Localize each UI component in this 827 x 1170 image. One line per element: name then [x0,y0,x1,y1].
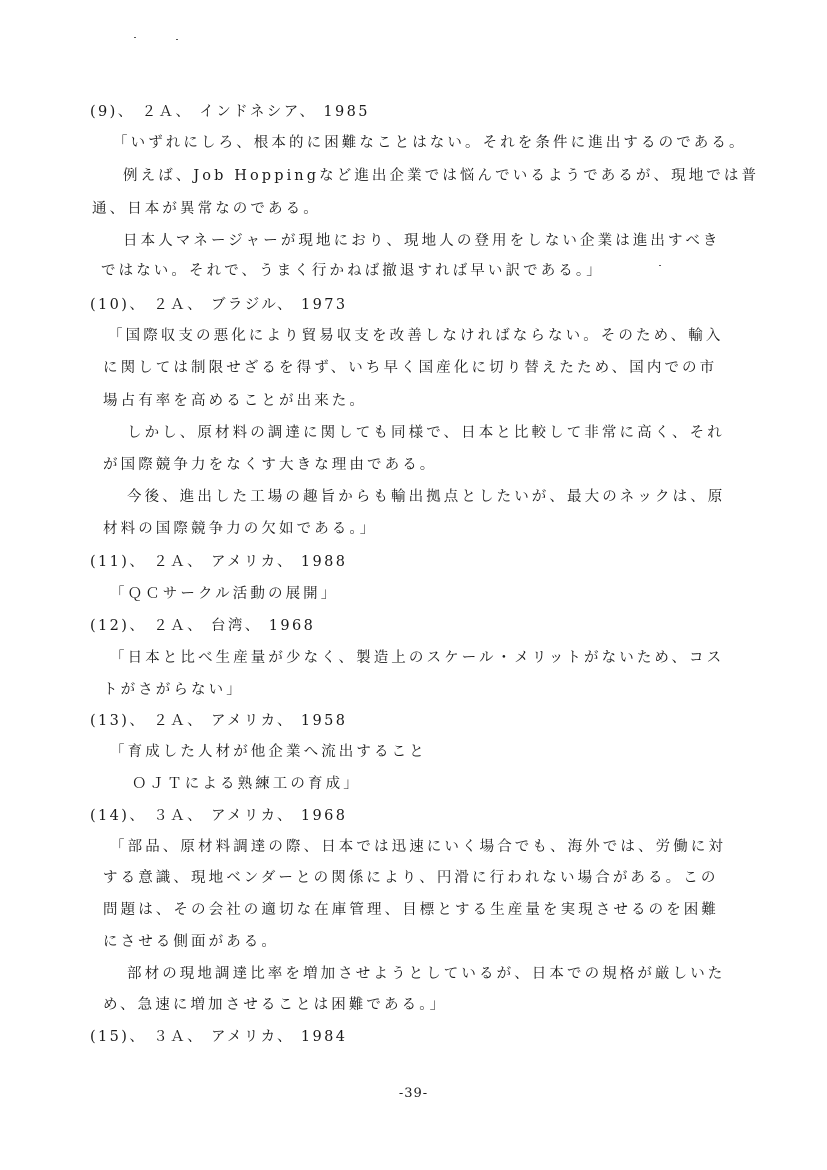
page-number: -39- [398,1086,429,1101]
entry-text-line: に関しては制限せざるを得ず、いち早く国産化に切り替えたため、国内での市 [103,360,718,376]
entry-text-line: する意識、現地ベンダーとの関係により、円滑に行われない場合がある。この [103,870,719,886]
entry-text-line: 「育成した人材が他企業へ流出すること [110,744,427,760]
entry-text-line: 日本人マネージャーが現地におり、現地人の登用をしない企業は進出すべき [123,233,721,249]
entry-text-line: トがさがらない」 [103,682,244,698]
entry-text-line: 場占有率を高めることが出来た。 [103,393,367,409]
entry-text-line: ＯＪＴによる熟練工の育成」 [132,776,361,792]
entry-text-line: 「いずれにしろ、根本的に困難なことはない。それを条件に進出するのである。 [113,135,747,151]
entry-heading: (12)、 ２Ａ、 台湾、 1968 [90,618,316,634]
entry-heading: (15)、 ３Ａ、 アメリカ、 1984 [90,1029,348,1045]
scan-speck [659,265,661,266]
entry-text-line: 「国際収支の悪化により貿易収支を改善しなければならない。そのため、輸入 [108,328,724,344]
entry-text-line: 通、日本が異常なのである。 [92,201,321,217]
entry-text-line: しかし、原材料の調達に関しても同様で、日本と比較して非常に高く、それ [127,425,725,441]
scan-speck [176,39,178,40]
entry-text-line: 部材の現地調達比率を増加させようとしているが、日本での規格が厳しいた [127,966,726,982]
entry-text-line: 「部品、原材料調達の際、日本では迅速にいく場合でも、海外では、労働に対 [110,839,726,855]
entry-text-line: 問題は、その会社の適切な在庫管理、目標とする生産量を実現させるのを困難 [103,902,719,918]
entry-heading: (9)、 ２Ａ、 インドネシア、 1985 [90,104,370,120]
entry-heading: (10)、 ２Ａ、 ブラジル、 1973 [90,297,348,313]
entry-heading: (14)、 ３Ａ、 アメリカ、 1968 [90,808,348,824]
entry-text-line: 今後、進出した工場の趣旨からも輸出拠点としたいが、最大のネックは、原 [127,489,726,505]
entry-text-line: ではない。それで、うまく行かねば撤退すれば早い訳である。」 [101,263,604,279]
entry-text-line: 「日本と比べ生産量が少なく、製造上のスケール・メリットがないため、コス [110,650,725,666]
entry-heading: (13)、 ２Ａ、 アメリカ、 1958 [90,713,348,729]
entry-text-line: にさせる側面がある。 [103,934,279,950]
entry-text-line: 材料の国際競争力の欠如である。」 [103,521,378,537]
entry-text-line: 例えば、Job Hoppingなど進出企業では悩んでいるようであるが、現地では普 [123,168,760,184]
entry-text-line: め、急速に増加させることは困難である。」 [103,997,448,1013]
entry-text-line: 「ＱＣサークル活動の展開」 [110,586,339,602]
entry-heading: (11)、 ２Ａ、 アメリカ、 1988 [90,554,348,570]
entry-text-line: が国際競争力をなくす大きな理由である。 [103,457,438,473]
scan-speck [134,37,136,38]
